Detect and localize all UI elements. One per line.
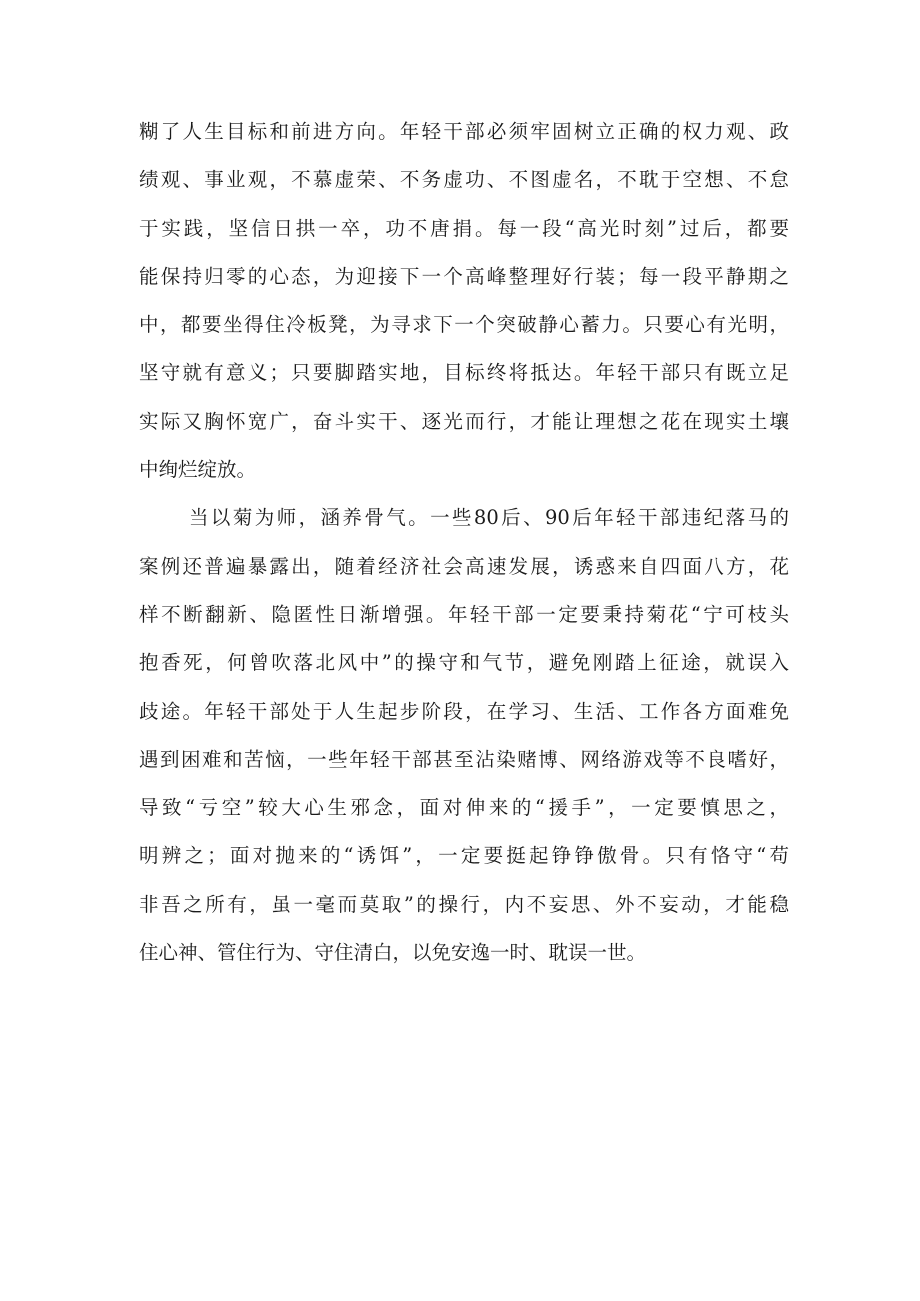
paragraph-line: 能保持归零的心态，为迎接下一个高峰整理好行装；每一段平静期之	[139, 264, 789, 288]
paragraph-line: 抱香死，何曾吹落北风中”的操守和气节，避免刚踏上征途，就误入	[139, 651, 789, 675]
paragraph-line: 住心神、管住行为、守住清白，以免安逸一时、耽误一世。	[139, 941, 647, 965]
paragraph-line: 歧途。年轻干部处于人生起步阶段，在学习、生活、工作各方面难免	[139, 699, 789, 723]
paragraph-line: 当以菊为师，涵养骨气。一些80后、90后年轻干部违纪落马的	[189, 506, 789, 530]
paragraph-line: 实际又胸怀宽广，奋斗实干、逐光而行，才能让理想之花在现实土壤	[139, 409, 789, 433]
paragraph-line: 明辨之；面对抛来的“诱饵”，一定要挺起铮铮傲骨。只有恪守“苟	[139, 844, 789, 868]
document-body	[139, 108, 789, 977]
paragraph-line: 中，都要坐得住冷板凳，为寻求下一个突破静心蓄力。只要心有光明，	[139, 313, 789, 337]
paragraph-line: 中绚烂绽放。	[139, 458, 257, 482]
paragraph-line: 糊了人生目标和前进方向。年轻干部必须牢固树立正确的权力观、政	[139, 120, 789, 143]
paragraph-line: 非吾之所有，虽一毫而莫取”的操行，内不妄思、外不妄动，才能稳	[139, 892, 789, 916]
paragraph-line: 案例还普遍暴露出，随着经济社会高速发展，诱惑来自四面八方，花	[139, 554, 789, 578]
paragraph-1	[139, 108, 789, 494]
paragraph-line: 坚守就有意义；只要脚踏实地，目标终将抵达。年轻干部只有既立足	[139, 361, 789, 385]
paragraph-line: 绩观、事业观，不慕虚荣、不务虚功、不图虚名，不耽于空想、不怠	[139, 168, 789, 192]
paragraph-2	[139, 494, 789, 977]
paragraph-line: 样不断翻新、隐匿性日渐增强。年轻干部一定要秉持菊花“宁可枝头	[139, 602, 789, 626]
paragraph-line: 导致“亏空”较大心生邪念，面对伸来的“援手”，一定要慎思之，	[139, 796, 789, 820]
paragraph-line: 遇到困难和苦恼，一些年轻干部甚至沾染赌博、网络游戏等不良嗜好，	[139, 747, 789, 771]
paragraph-line: 于实践，坚信日拱一卒，功不唐捐。每一段“高光时刻”过后，都要	[139, 216, 789, 240]
